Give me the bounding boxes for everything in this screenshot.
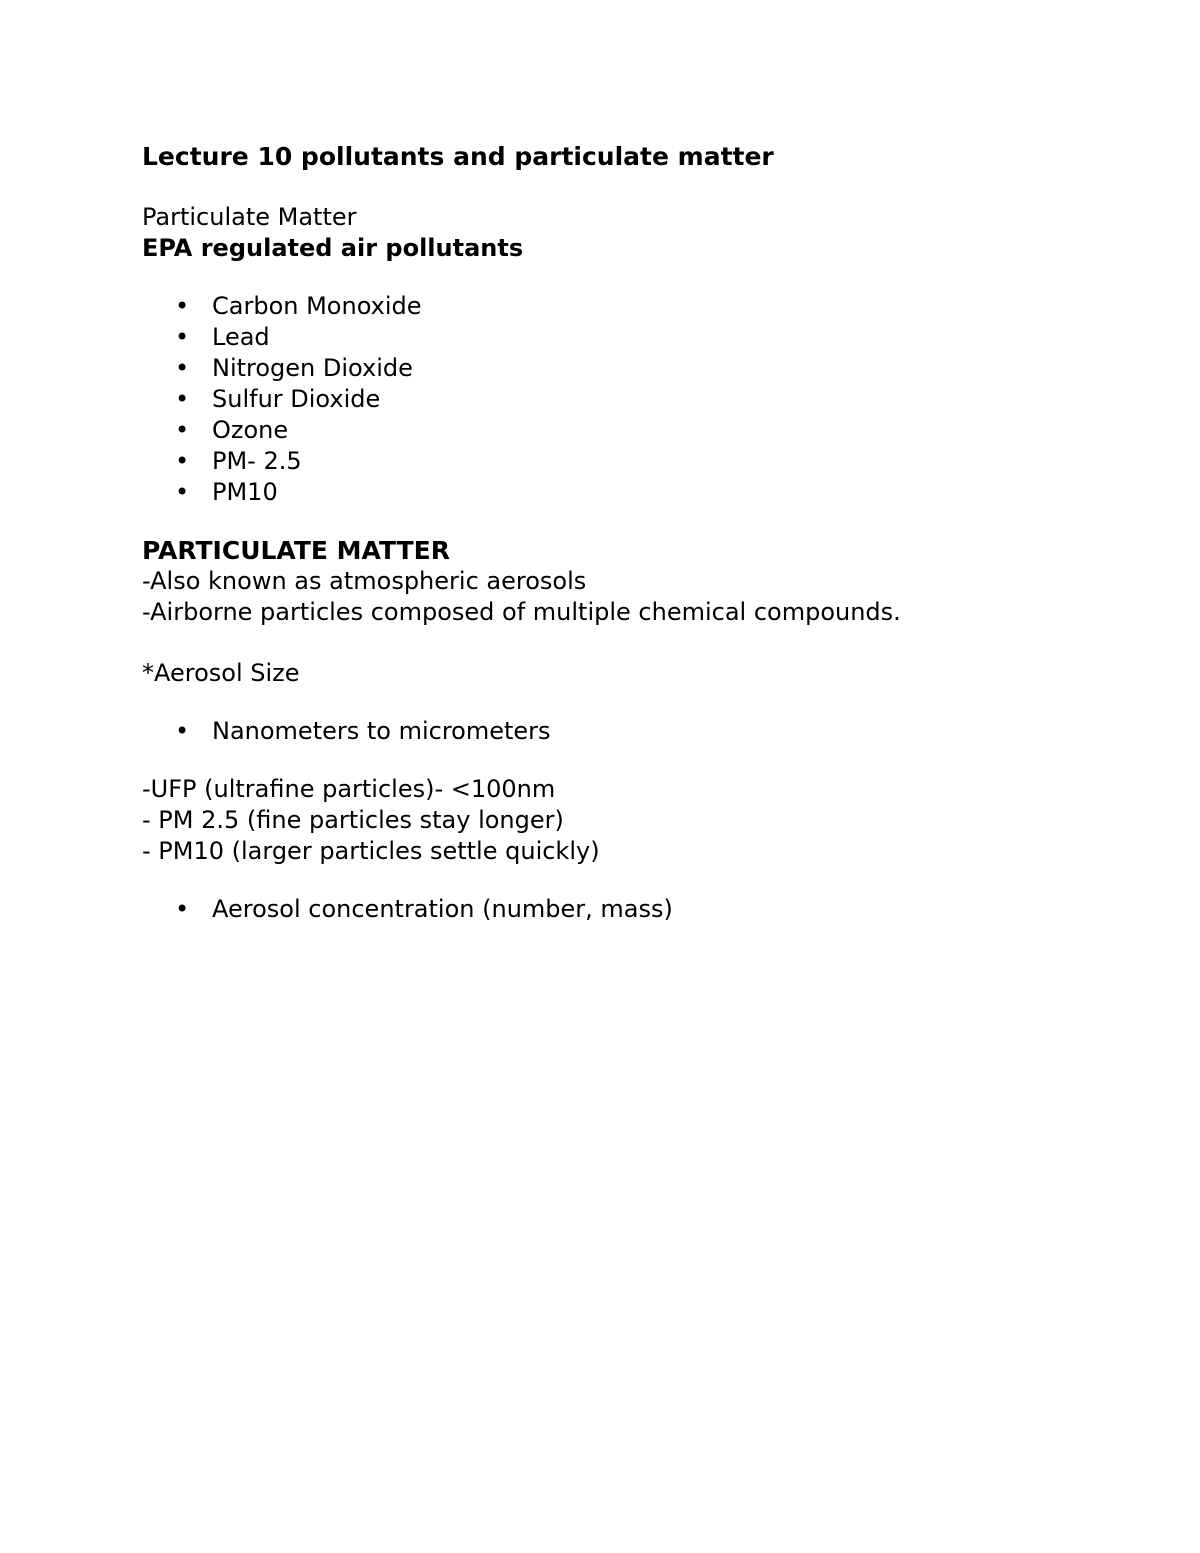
- bullet-icon: •: [175, 354, 190, 382]
- list-item: • PM- 2.5: [175, 447, 302, 475]
- list-item: • Aerosol concentration (number, mass): [175, 895, 673, 923]
- aerosol-size-list: [142, 716, 1102, 747]
- list-item: • Sulfur Dioxide: [175, 385, 381, 413]
- list-item: • Nitrogen Dioxide: [175, 354, 413, 382]
- spacer: [142, 172, 1102, 202]
- bullet-icon: •: [175, 292, 190, 320]
- document-title: Lecture 10 pollutants and particulate matter: [142, 142, 774, 171]
- bullet-icon: •: [175, 323, 190, 351]
- pm-line: -Airborne particles composed of multiple chemical compounds.: [142, 598, 901, 626]
- bullet-icon: •: [175, 385, 190, 413]
- size-class-line: - PM 2.5 (fine particles stay longer): [142, 806, 564, 834]
- bullet-icon: •: [175, 895, 190, 923]
- size-class-line: - PM10 (larger particles settle quickly): [142, 837, 600, 865]
- bullet-icon: •: [175, 478, 190, 506]
- subtitle: Particulate Matter: [142, 203, 357, 231]
- list-item: • Ozone: [175, 416, 289, 444]
- epa-heading: EPA regulated air pollutants: [142, 234, 524, 262]
- concentration-list: [142, 894, 1102, 925]
- list-item: • PM10: [175, 478, 278, 506]
- list-item: • Nanometers to micrometers: [175, 717, 551, 745]
- spacer: [142, 747, 1102, 774]
- spacer: [142, 689, 1102, 716]
- spacer: [142, 628, 1102, 658]
- bullet-icon: •: [175, 416, 190, 444]
- document-page: [142, 139, 1102, 925]
- list-item: • Carbon Monoxide: [175, 292, 422, 320]
- spacer: [142, 264, 1102, 291]
- bullet-icon: •: [175, 447, 190, 475]
- spacer: [142, 867, 1102, 894]
- list-item: • Lead: [175, 323, 270, 351]
- pm-heading: PARTICULATE MATTER: [142, 536, 450, 565]
- size-class-line: -UFP (ultrafine particles)- <100nm: [142, 775, 556, 803]
- bullet-icon: •: [175, 717, 190, 745]
- epa-pollutant-list: [142, 291, 1102, 508]
- aerosol-size-label: *Aerosol Size: [142, 659, 300, 687]
- pm-line: -Also known as atmospheric aerosols: [142, 567, 587, 595]
- spacer: [142, 508, 1102, 535]
